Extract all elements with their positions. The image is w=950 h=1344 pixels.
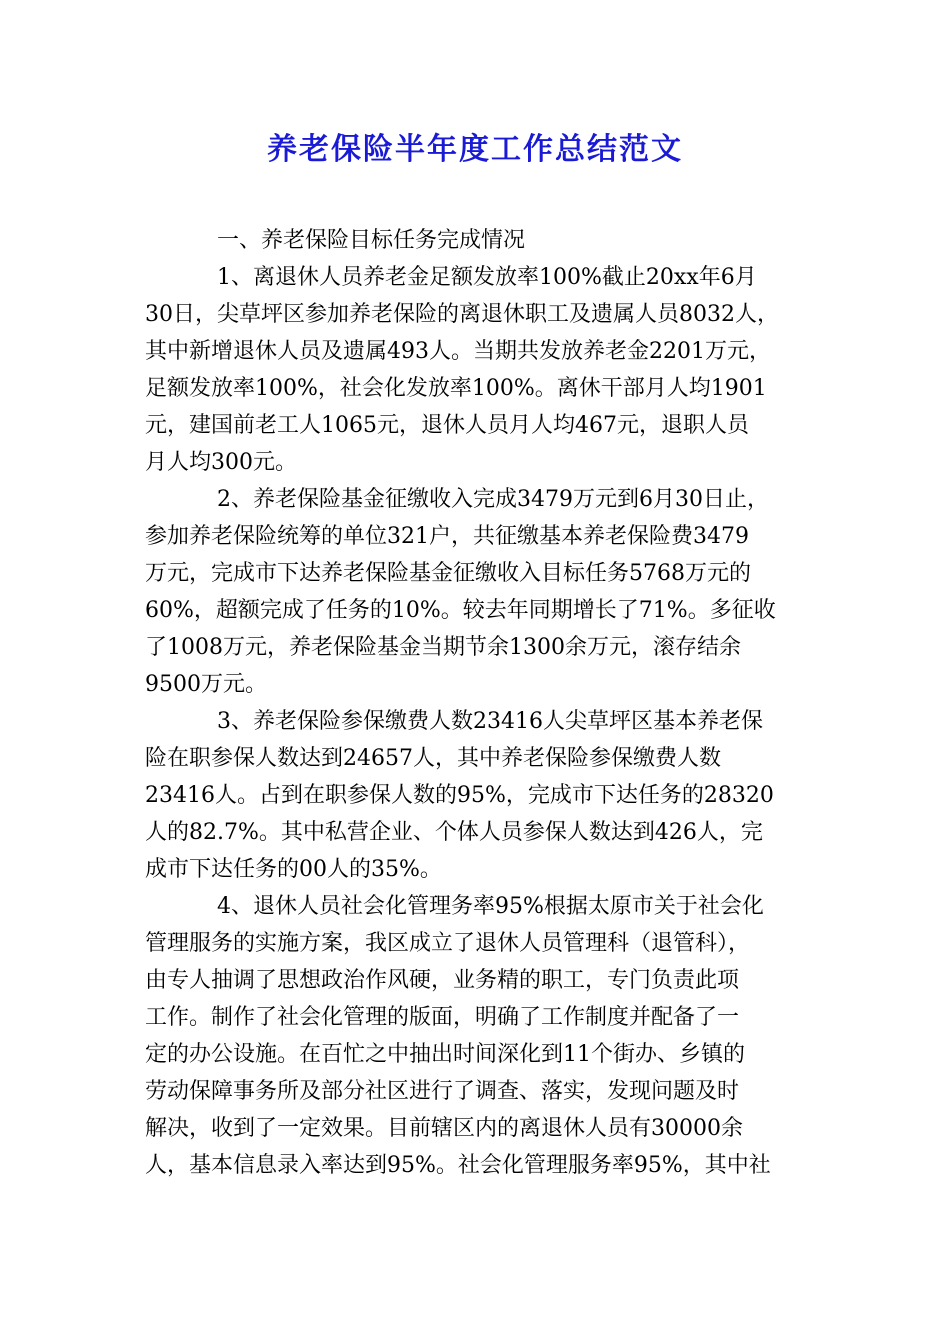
section-heading: 一、养老保险目标任务完成情况	[217, 228, 526, 253]
paragraph-line: 足额发放率100%，社会化发放率100%。离休干部月人均1901	[145, 376, 767, 401]
paragraph-line: 30日，尖草坪区参加养老保险的离退休职工及遗属人员8032人，	[145, 302, 779, 327]
paragraph-line: 由专人抽调了思想政治作风硬，业务精的职工，专门负责此项	[145, 968, 740, 993]
document-body	[145, 222, 805, 1184]
document-title: 养老保险半年度工作总结范文	[267, 132, 683, 167]
paragraph-3	[145, 703, 805, 888]
paragraph-line: 元，建国前老工人1065元，退休人员月人均467元，退职人员	[145, 413, 749, 438]
paragraph-line: 劳动保障事务所及部分社区进行了调查、落实，发现问题及时	[145, 1079, 740, 1104]
paragraph-line: 万元，完成市下达养老保险基金征缴收入目标任务5768万元的	[145, 561, 751, 586]
paragraph-line: 解决，收到了一定效果。目前辖区内的离退休人员有30000余	[145, 1116, 743, 1141]
paragraph-line: 2、养老保险基金征缴收入完成3479万元到6月30日止，	[217, 487, 769, 512]
paragraph-line: 人的82.7%。其中私营企业、个体人员参保人数达到426人，完	[145, 820, 763, 845]
paragraph-line: 4、退休人员社会化管理务率95%根据太原市关于社会化	[217, 894, 764, 919]
paragraph-line: 参加养老保险统筹的单位321户，共征缴基本养老保险费3479	[145, 524, 749, 549]
paragraph-line: 9500万元。	[145, 672, 267, 697]
paragraph-line: 管理服务的实施方案，我区成立了退休人员管理科（退管科），	[145, 931, 751, 956]
paragraph-line: 成市下达任务的00人的35%。	[145, 857, 442, 882]
paragraph-line: 了1008万元，养老保险基金当期节余1300余万元，滚存结余	[145, 635, 741, 660]
paragraph-line: 1、离退休人员养老金足额发放率100%截止20xx年6月	[217, 265, 757, 290]
paragraph-1	[145, 259, 805, 481]
paragraph-line: 60%，超额完成了任务的10%。较去年同期增长了71%。多征收	[145, 598, 776, 623]
paragraph-line: 工作。制作了社会化管理的版面，明确了工作制度并配备了一	[145, 1005, 740, 1030]
paragraph-line: 23416人。占到在职参保人数的95%，完成市下达任务的28320	[145, 783, 774, 808]
paragraph-4	[145, 888, 805, 1184]
paragraph-line: 人，基本信息录入率达到95%。社会化管理服务率95%，其中社	[145, 1153, 771, 1178]
paragraph-line: 月人均300元。	[145, 450, 297, 475]
paragraph-line: 3、养老保险参保缴费人数23416人尖草坪区基本养老保	[217, 709, 763, 734]
paragraph-2	[145, 481, 805, 703]
paragraph-line: 定的办公设施。在百忙之中抽出时间深化到11个街办、乡镇的	[145, 1042, 745, 1067]
paragraph-line: 险在职参保人数达到24657人，其中养老保险参保缴费人数	[145, 746, 721, 771]
paragraph-line: 其中新增退休人员及遗属493人。当期共发放养老金2201万元，	[145, 339, 771, 364]
